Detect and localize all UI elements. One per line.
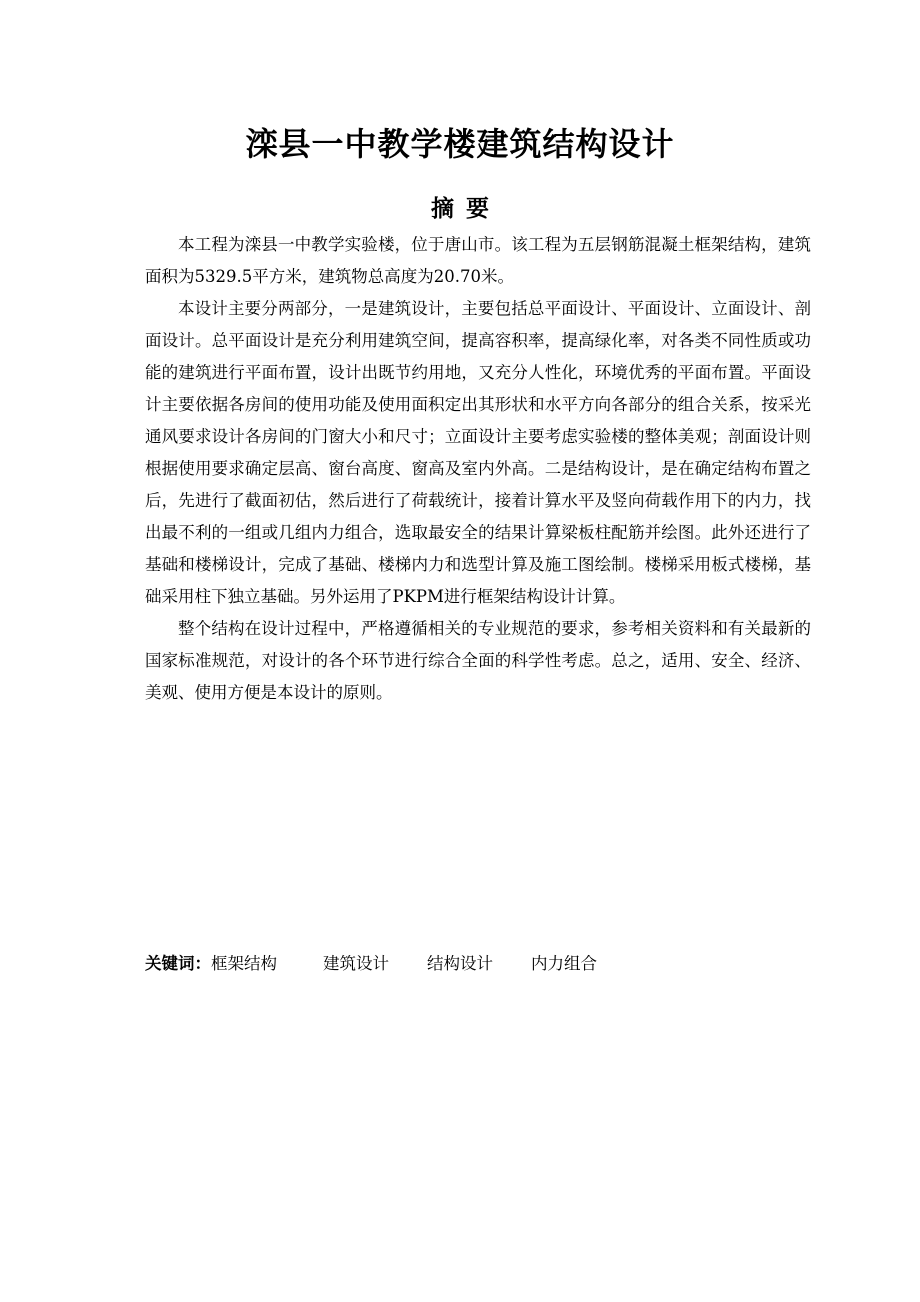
abstract-heading-char-1: 摘 bbox=[431, 196, 454, 222]
keyword-item: 建筑设计 bbox=[323, 954, 389, 973]
document-title: 滦县一中教学楼建筑结构设计 bbox=[245, 125, 675, 163]
abstract-paragraph-3: 整个结构在设计过程中，严格遵循相关的专业规范的要求，参考相关资料和有关最新的国家标准规范，对设计的各个环节进行综合全面的科学性考虑。总之，适用、安全、经济、美观、使用方便是本设计的原则。 bbox=[145, 619, 811, 702]
keywords-line bbox=[145, 949, 825, 979]
abstract-body bbox=[145, 229, 811, 709]
abstract-paragraph-2: 本设计主要分两部分，一是建筑设计，主要包括总平面设计、平面设计、立面设计、剖面设计。总平面设计是充分利用建筑空间，提高容积率，提高绿化率，对各类不同性质或功能的建筑进行平面布置，设计出既节约用地，又充分人性化，环境优秀的平面布置。平面设计主要依据各房间的使用功能及使用面积定出其形状和水平方向各部分的组合关系，按采光通风要求设计各房间的门窗大小和尺寸；立面设计主要考虑实验楼的整体美观；剖面设计则根据使用要求确定层高、窗台高度、窗高及室内外高。二是结构设计，是在确定结构布置之后，先进行了截面初估，然后进行了荷载统计，接着计算水平及竖向荷载作用下的内力，找出最不利的一组或几组内力组合，选取最安全的结果计算梁板柱配筋并绘图。此外还进行了基础和楼梯设计，完成了基础、楼梯内力和选型计算及施工图绘制。楼梯采用板式楼梯，基础采用柱下独立基础。另外运用了PKPM进行框架结构设计计算。 bbox=[145, 299, 811, 606]
keyword-item: 内力组合 bbox=[531, 954, 597, 973]
abstract-paragraph-1: 本工程为滦县一中教学实验楼，位于唐山市。该工程为五层钢筋混凝土框架结构，建筑面积为5329.5平方米，建筑物总高度为20.70米。 bbox=[145, 235, 811, 286]
keywords-label: 关键词： bbox=[145, 954, 211, 973]
abstract-heading bbox=[0, 193, 920, 225]
abstract-heading-char-2: 要 bbox=[466, 196, 489, 222]
keyword-item: 结构设计 bbox=[427, 954, 493, 973]
keyword-item: 框架结构 bbox=[211, 954, 277, 973]
